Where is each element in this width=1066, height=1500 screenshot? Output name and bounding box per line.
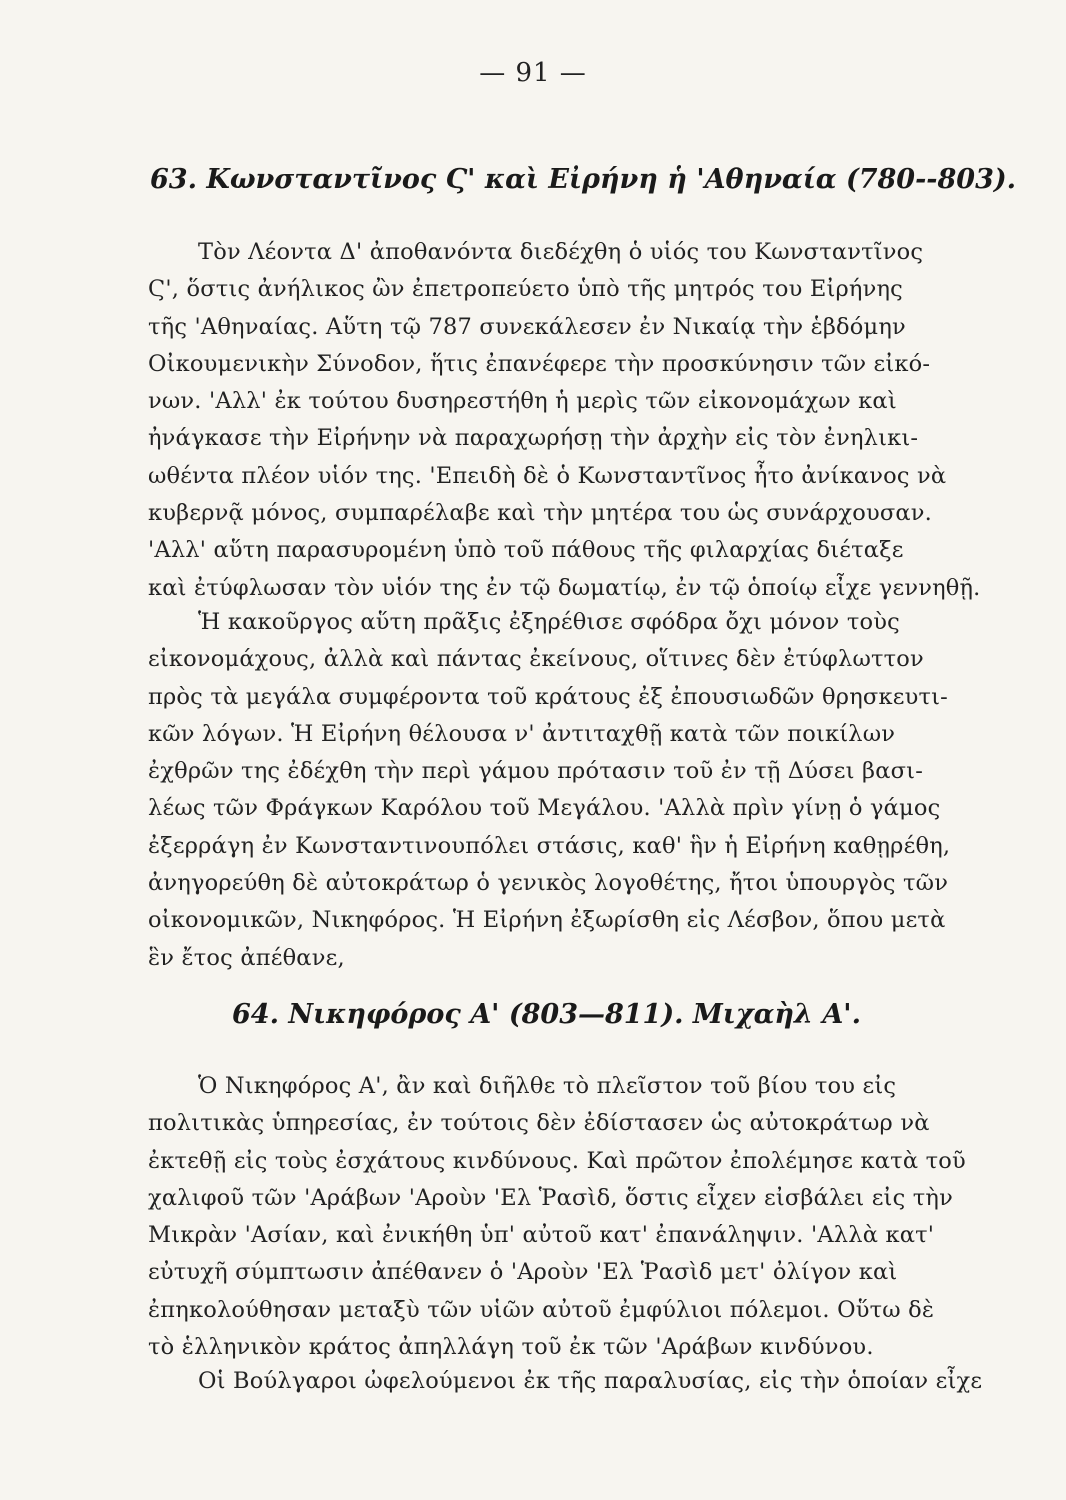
paragraph-2: [148, 604, 986, 977]
text-line: Τὸν Λέοντα Δ' ἀποθανόντα διεδέχθη ὁ υἱός του Κωνσταντῖνος: [198, 239, 924, 265]
text-line: Ἡ κακοῦργος αὕτη πρᾶξις ἐξηρέθισε σφόδρα ὄχι μόνον τοὺς: [198, 609, 900, 635]
text-line: κῶν λόγων. Ἡ Εἰρήνη θέλουσα ν' ἀντιταχθῇ κατὰ τῶν ποικίλων: [148, 720, 896, 747]
text-line: χαλιφοῦ τῶν 'Αράβων 'Αροὺν 'Ελ Ῥασὶδ, ὅστις εἶχεν εἰσβάλει εἰς τὴν: [148, 1184, 953, 1211]
text-line: Ὁ Νικηφόρος Α', ἂν καὶ διῆλθε τὸ πλεῖστον τοῦ βίου του εἰς: [198, 1073, 897, 1099]
paragraph-3: [148, 1068, 986, 1366]
text-line: ἐκτεθῇ εἰς τοὺς ἐσχάτους κινδύνους. Καὶ πρῶτον ἐπολέμησε κατὰ τοῦ: [148, 1147, 966, 1174]
text-line: εἰκονομάχους, ἀλλὰ καὶ πάντας ἐκείνους, οἵτινες δὲν ἐτύφλωττον: [148, 646, 924, 673]
text-line: ἐξερράγη ἐν Κωνσταντινουπόλει στάσις, καθ' ἣν ἡ Εἰρήνη καθῃρέθη,: [148, 832, 951, 859]
text-line: ωθέντα πλέον υἱόν της. 'Επειδὴ δὲ ὁ Κωνσταντῖνος ἦτο ἀνίκανος νὰ: [148, 462, 947, 489]
paragraph-1: [148, 234, 986, 607]
text-line: πολιτικὰς ὑπηρεσίας, ἐν τούτοις δὲν ἐδίστασεν ὡς αὐτοκράτωρ νὰ: [148, 1110, 930, 1137]
text-line: ἐχθρῶν της ἐδέχθη τὴν περὶ γάμου πρότασιν τοῦ ἐν τῇ Δύσει βασι-: [148, 758, 923, 785]
text-line: λέως τῶν Φράγκων Καρόλου τοῦ Μεγάλου. 'Αλλὰ πρὶν γίνῃ ὁ γάμος: [148, 795, 941, 822]
text-line: Οἱ Βούλγαροι ὠφελούμενοι ἐκ τῆς παραλυσίας, εἰς τὴν ὁποίαν εἶχε: [198, 1368, 983, 1394]
text-line: κυβερνᾷ μόνος, συμπαρέλαβε καὶ τὴν μητέρα του ὡς συνάρχουσαν.: [148, 500, 933, 527]
text-line: Μικρὰν 'Ασίαν, καὶ ἐνικήθη ὑπ' αὐτοῦ κατ' ἐπανάληψιν. 'Αλλὰ κατ': [148, 1222, 935, 1249]
text-line: ἠνάγκασε τὴν Εἰρήνην νὰ παραχωρήσῃ τὴν ἀρχὴν εἰς τὸν ἐνηλικι-: [148, 425, 919, 452]
text-line: εὐτυχῆ σύμπτωσιν ἀπέθανεν ὁ 'Αροὺν 'Ελ Ῥασὶδ μετ' ὀλίγον καὶ: [148, 1259, 898, 1286]
text-line: ἀνηγορεύθη δὲ αὐτοκράτωρ ὁ γενικὸς λογοθέτης, ἤτοι ὑπουργὸς τῶν: [148, 870, 949, 897]
text-line: 'Αλλ' αὕτη παρασυρομένη ὑπὸ τοῦ πάθους τῆς φιλαρχίας διέταξε: [148, 537, 904, 564]
text-line: Οἰκουμενικὴν Σύνοδον, ἥτις ἐπανέφερε τὴν προσκύνησιν τῶν εἰκό-: [148, 350, 931, 377]
text-line: ἓν ἔτος ἀπέθανε,: [148, 944, 345, 971]
text-line: νων. 'Αλλ' ἐκ τούτου δυσηρεστήθη ἡ μερὶς τῶν εἰκονομάχων καὶ: [148, 388, 897, 415]
text-line: Ϛ', ὅστις ἀνήλικος ὢν ἐπετροπεύετο ὑπὸ τῆς μητρός του Εἰρήνης: [148, 276, 903, 303]
section-heading-63: 63. Κωνσταντῖνος Ϛ' καὶ Εἰρήνη ἡ 'Αθηναία (780--803).: [150, 164, 1017, 195]
paragraph-4: [148, 1363, 986, 1400]
text-line: πρὸς τὰ μεγάλα συμφέροντα τοῦ κράτους ἐξ ἐπουσιωδῶν θρησκευτι-: [148, 683, 948, 710]
text-line: οἰκονομικῶν, Νικηφόρος. Ἡ Εἰρήνη ἐξωρίσθη εἰς Λέσβον, ὅπου μετὰ: [148, 907, 946, 934]
text-line: καὶ ἐτύφλωσαν τὸν υἱόν της ἐν τῷ δωματίῳ, ἐν τῷ ὁποίῳ εἶχε γεννηθῇ.: [148, 574, 981, 601]
text-line: τῆς 'Αθηναίας. Αὕτη τῷ 787 συνεκάλεσεν ἐν Νικαίᾳ τὴν ἑβδόμην: [148, 313, 906, 340]
page-number: — 91 —: [479, 58, 587, 88]
text-line: τὸ ἑλληνικὸν κράτος ἀπηλλάγη τοῦ ἐκ τῶν 'Αράβων κινδύνου.: [148, 1334, 874, 1361]
text-line: ἐπηκολούθησαν μεταξὺ τῶν υἱῶν αὐτοῦ ἐμφύλιοι πόλεμοι. Οὕτω δὲ: [148, 1296, 935, 1323]
section-heading-64: 64. Νικηφόρος Α' (803—811). Μιχαὴλ Α'.: [232, 999, 861, 1030]
